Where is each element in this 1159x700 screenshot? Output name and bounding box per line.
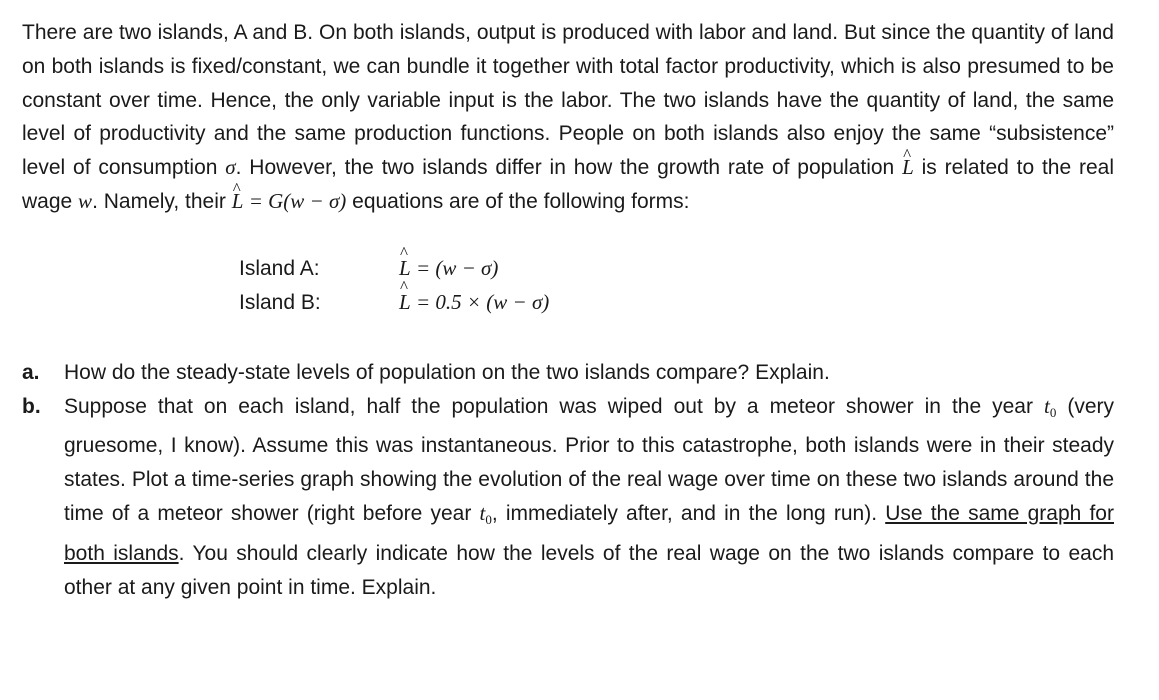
equation-row-b [239,286,1114,320]
question-b-part-1: Suppose that on each island, half the population was wiped out by a meteor shower in the year [64,394,1033,418]
question-b-part-3: , immediately after, and in the long run). [491,501,878,525]
question-a-letter: a. [22,360,40,384]
equation-row-a [239,252,1114,286]
island-b-equation [399,290,549,315]
island-a-rhs: = (w − σ) [410,256,499,281]
question-a-text: How do the steady-state levels of population on the two islands compare? Explain. [64,360,830,384]
question-b [22,390,1114,605]
inline-equation: = G(w − σ) [243,188,347,213]
question-b-part-4: . You should clearly indicate how the levels of the real wage on the two islands compare to each other at any given point in time. Explain. [64,541,1115,599]
equation-block [239,252,1114,320]
t-subscript-2: 0 [485,511,492,527]
intro-text-3: is related to the real wage [22,156,1115,213]
document-page [22,16,1114,604]
l-hat-b: ^ L [399,290,411,315]
question-b-text [64,390,1114,605]
intro-text-5: Namely, their [103,189,226,213]
l-hat-symbol: ^ L [902,151,914,185]
intro-paragraph [22,16,1114,219]
island-b-rhs: = 0.5 × (w − σ) [410,290,550,315]
t0-symbol [1044,394,1056,418]
w-symbol: w [78,188,93,213]
question-a [22,356,1114,390]
intro-text-6: equations are of the following forms: [352,189,690,213]
sigma-symbol: σ [225,155,236,180]
l-hat-inline: ^ L [232,185,244,219]
t-symbol: t [1043,393,1050,418]
intro-text-2: . However, the two islands differ in how the growth rate of population [235,156,895,180]
underlined-instruction: Use the same graph for both islands [64,501,1114,565]
island-b-label: Island B: [239,290,321,314]
intro-text-1: There are two islands, A and B. On both islands, output is produced with labor and land. But since the quantity of land on both islands is fixed/constant, we can bundle it together with total factor productivity, which is also presumed to be constant over time. Hence, the only variable input is the labor. The two islands have the quantity of land, the same level of productivity and the same production functions. People on both islands also enjoy the same “subsistence” level of consumption [22,21,1114,180]
question-list [22,356,1114,605]
question-b-letter: b. [22,394,41,418]
l-hat-a: ^ L [399,256,411,281]
island-a-equation [399,256,498,281]
question-b-part-2: (very gruesome, I know). Assume this was instantaneous. Prior to this catastrophe, both islands were in their steady states. Plot a time-series graph showing the evolution of the real wage over time on these two islands around the time of a meteor shower (right before year [64,394,1114,525]
intro-text-4: . [92,189,98,213]
t-subscript: 0 [1049,404,1057,420]
island-a-label: Island A: [239,256,320,280]
t-symbol-2: t [479,500,486,525]
t0-symbol-2 [480,501,492,525]
